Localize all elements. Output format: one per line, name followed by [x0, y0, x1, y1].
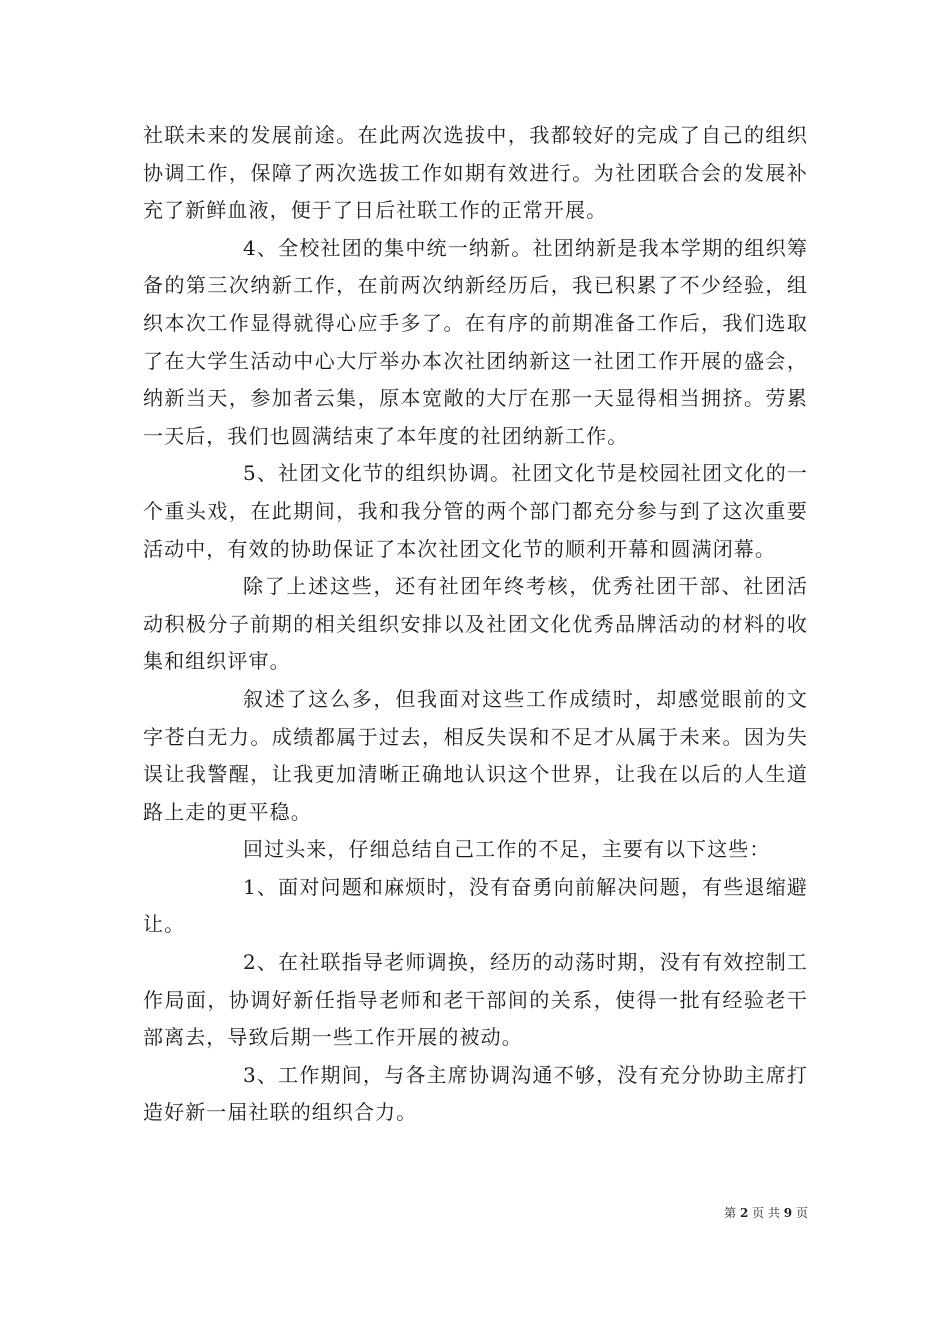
current-page-number: 2	[739, 1206, 749, 1220]
page-number-footer	[0, 1204, 808, 1221]
paragraph-7: 1、面对问题和麻烦时，没有奋勇向前解决问题，有些退缩避让。	[143, 874, 808, 937]
paragraph-9: 3、工作期间，与各主席协调沟通不够，没有充分协助主席打造好新一届社联的组织合力。	[143, 1062, 808, 1125]
paragraph-1: 社联未来的发展前途。在此两次选拔中，我都较好的完成了自己的组织协调工作，保障了两次选拔工作如期有效进行。为社团联合会的发展补充了新鲜血液，便于了日后社联工作的正常开展。	[143, 123, 808, 223]
paragraph-6: 回过头来，仔细总结自己工作的不足，主要有以下这些：	[243, 837, 771, 862]
paragraph-8: 2、在社联指导老师调换，经历的动荡时期，没有有效控制工作局面，协调好新任指导老师和老干部间的关系，使得一批有经验老干部离去，导致后期一些工作开展的被动。	[143, 950, 808, 1050]
document-body	[143, 117, 808, 1132]
paragraph-4: 除了上述这些，还有社团年终考核，优秀社团干部、社团活动积极分子前期的相关组织安排以及社团文化优秀品牌活动的材料的收集和组织评审。	[143, 574, 808, 674]
footer-prefix: 第	[724, 1206, 737, 1220]
paragraph-2: 4、全校社团的集中统一纳新。社团纳新是我本学期的组织筹备的第三次纳新工作，在前两次纳新经历后，我已积累了不少经验，组织本次工作显得就得心应手多了。在有序的前期准备工作后，我们选取了在大学生活动中心大厅举办本次社团纳新这一社团工作开展的盛会，纳新当天，参加者云集，原本宽敞的大厅在那一天显得相当拥挤。劳累一天后，我们也圆满结束了本年度的社团纳新工作。	[143, 235, 808, 448]
footer-middle: 页 共	[752, 1206, 780, 1220]
paragraph-3: 5、社团文化节的组织协调。社团文化节是校园社团文化的一个重头戏，在此期间，我和我分管的两个部门都充分参与到了这次重要活动中，有效的协助保证了本次社团文化节的顺利开幕和圆满闭幕。	[143, 461, 808, 561]
paragraph-5: 叙述了这么多，但我面对这些工作成绩时，却感觉眼前的文字苍白无力。成绩都属于过去，相反失误和不足才从属于未来。因为失误让我警醒，让我更加清晰正确地认识这个世界，让我在以后的人生道路上走的更平稳。	[143, 686, 808, 824]
footer-suffix: 页	[795, 1206, 808, 1220]
total-pages-number: 9	[783, 1206, 793, 1220]
